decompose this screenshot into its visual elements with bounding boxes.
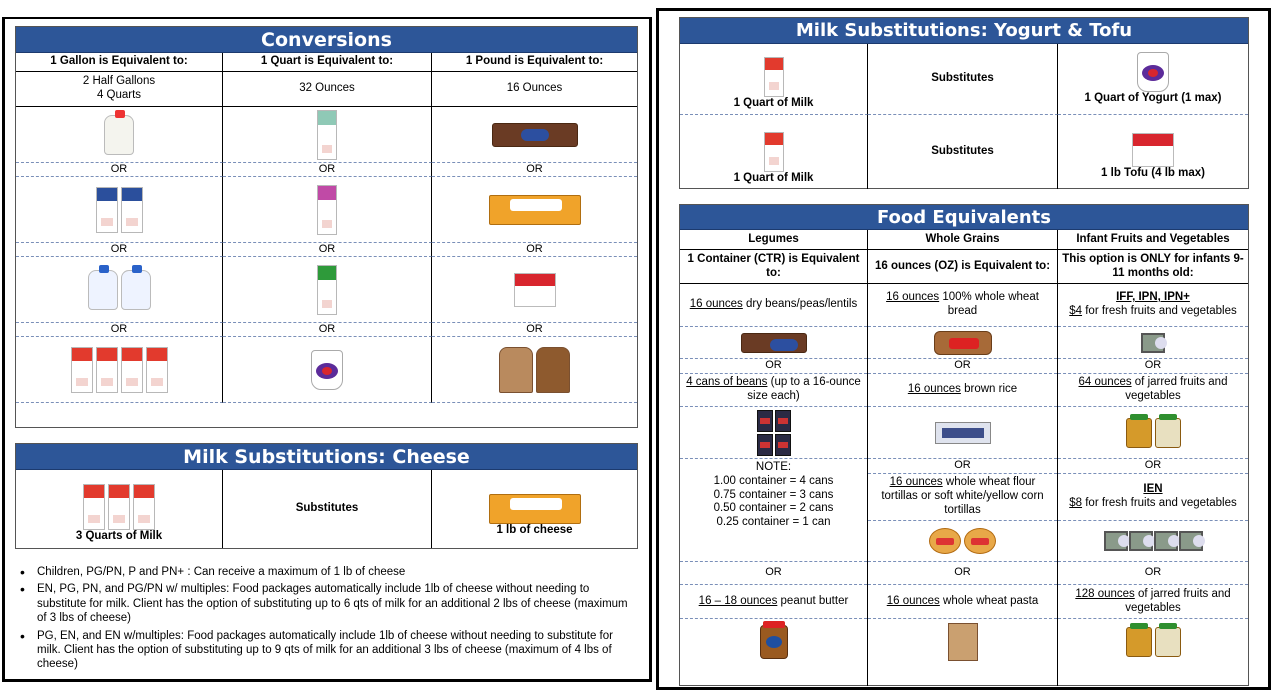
legumes-header: Legumes — [680, 230, 868, 250]
brown-rice-bag-icon — [935, 422, 991, 444]
infant-column — [1058, 284, 1248, 686]
substitutes-label: Substitutes — [868, 44, 1058, 115]
quart-cartons-icon — [83, 484, 155, 530]
or-label: OR — [16, 323, 223, 337]
note-item: • EN, PG, PN, and PG/PN w/ multiples: Food packages automatically include 1lb of cheese without needing to substitute for milk. Client has the option of substituting up to 6 qts of milk for an additional 2 lbs of cheese (maximum of 3 lbs of cheese) — [17, 582, 635, 625]
plastic-half-gallon-jugs-icon — [88, 270, 151, 310]
image-cell — [223, 257, 432, 323]
grains-subheader: 16 ounces (OZ) is Equivalent to: — [868, 250, 1058, 284]
legumes-column — [680, 284, 868, 686]
infant-item: IFF, IPN, IPN+ $4 for fresh fruits and vegetables — [1058, 284, 1248, 327]
image-cell — [868, 619, 1057, 665]
infant-item: IEN $8 for fresh fruits and vegetables — [1058, 474, 1248, 521]
baby-food-jars-icon — [1126, 418, 1181, 448]
image-cell — [1058, 327, 1248, 359]
legumes-note: NOTE: 1.00 container = 4 cans 0.75 container = 3 cans 0.50 container = 2 cans 0.25 container = 1 can — [680, 459, 867, 562]
yogurt-cup-icon — [1137, 52, 1169, 92]
legumes-item: 16 ounces dry beans/peas/lentils — [680, 284, 867, 327]
quart-milk-carton-icon — [317, 110, 337, 160]
image-cell — [432, 257, 637, 323]
quart-equivalent: 32 Ounces — [223, 72, 432, 107]
image-cell — [223, 337, 432, 403]
bread-loaves-icon — [499, 347, 570, 393]
or-label: OR — [223, 323, 432, 337]
left-panel — [2, 17, 652, 682]
three-quarts-milk: 3 Quarts of Milk — [16, 470, 223, 548]
grains-item: 16 ounces brown rice — [868, 374, 1057, 407]
or-label: OR — [1058, 459, 1248, 474]
baby-food-jars-icon — [1126, 627, 1181, 657]
tofu-cell: 1 lb Tofu (4 lb max) — [1058, 115, 1248, 189]
quart-milk-carton-icon — [764, 132, 784, 172]
image-cell — [1058, 619, 1248, 665]
image-cell — [680, 407, 867, 459]
or-label: OR — [680, 562, 867, 585]
cheese-block-icon — [489, 195, 581, 225]
image-cell — [432, 107, 637, 163]
cheese-substitution-table — [15, 443, 638, 549]
dry-beans-bag-icon — [741, 333, 807, 353]
legumes-item: 16 – 18 ounces peanut butter — [680, 585, 867, 619]
pound-equivalent: 16 Ounces — [432, 72, 637, 107]
or-label: OR — [1058, 359, 1248, 374]
food-equivalents-table — [679, 204, 1249, 686]
image-cell — [1058, 521, 1248, 562]
or-label: OR — [223, 163, 432, 177]
substitutes-label: Substitutes — [223, 470, 432, 548]
cheese-block-icon — [489, 494, 581, 524]
infant-item: 128 ounces of jarred fruits and vegetables — [1058, 585, 1248, 619]
note-item: • PG, EN, and EN w/multiples: Food packages automatically include 1lb of cheese without needing to substitute for milk. Client has the option of substituting up to 9 qts of milk for an additional 3 lbs of cheese (maximum of 4 lbs of cheese) — [17, 629, 635, 672]
yogurt-cup-icon — [311, 350, 343, 390]
or-label: OR — [432, 163, 637, 177]
conversions-title: Conversions — [16, 27, 637, 53]
legumes-subheader: 1 Container (CTR) is Equivalent to: — [680, 250, 868, 284]
grains-item: 16 ounces whole wheat flour tortillas or soft white/yellow corn tortillas — [868, 474, 1057, 521]
image-cell — [16, 177, 223, 243]
half-gallon-cartons-icon — [96, 187, 143, 233]
or-label: OR — [680, 359, 867, 374]
grains-column — [868, 284, 1058, 686]
whole-wheat-pasta-icon — [948, 623, 978, 661]
infant-subheader: This option is ONLY for infants 9-11 months old: — [1058, 250, 1248, 284]
yogurt-cell: 1 Quart of Yogurt (1 max) — [1058, 44, 1248, 115]
cash-bills-icon — [1104, 531, 1203, 551]
grains-item: 16 ounces 100% whole wheat bread — [868, 284, 1057, 327]
pound-header: 1 Pound is Equivalent to: — [432, 53, 637, 72]
image-cell — [223, 107, 432, 163]
cash-bills-icon — [1141, 333, 1165, 353]
yogurt-tofu-title: Milk Substitutions: Yogurt & Tofu — [680, 18, 1248, 44]
or-label: OR — [432, 323, 637, 337]
tortillas-icon — [929, 528, 996, 554]
cheese-title: Milk Substitutions: Cheese — [16, 444, 637, 470]
or-label: OR — [223, 243, 432, 257]
quart-cartons-icon — [71, 347, 168, 393]
tofu-package-icon — [1132, 133, 1174, 167]
milk-gallon-icon — [104, 115, 134, 155]
infant-item: 64 ounces of jarred fruits and vegetables — [1058, 374, 1248, 407]
grains-item: 16 ounces whole wheat pasta — [868, 585, 1057, 619]
tofu-package-icon — [514, 273, 556, 307]
image-cell — [868, 521, 1057, 562]
whole-wheat-bread-icon — [934, 331, 992, 355]
or-label: OR — [1058, 562, 1248, 585]
quart-header: 1 Quart is Equivalent to: — [223, 53, 432, 72]
infant-fruits-header: Infant Fruits and Vegetables — [1058, 230, 1248, 250]
or-label: OR — [868, 562, 1057, 585]
one-lb-cheese: 1 lb of cheese — [432, 470, 637, 548]
or-label: OR — [868, 459, 1057, 474]
image-cell — [680, 619, 867, 665]
gallon-header: 1 Gallon is Equivalent to: — [16, 53, 223, 72]
image-cell — [16, 337, 223, 403]
soy-milk-carton-icon — [317, 185, 337, 235]
quart-milk-carton-icon — [764, 57, 784, 97]
peanut-butter-jar-icon — [760, 625, 788, 659]
right-panel — [656, 8, 1271, 690]
image-cell — [1058, 407, 1248, 459]
or-label: OR — [16, 243, 223, 257]
conversions-table — [15, 26, 638, 428]
image-cell — [680, 327, 867, 359]
quart-milk-cell: 1 Quart of Milk — [680, 115, 868, 189]
cheese-notes-list — [17, 565, 635, 675]
food-equivalents-title: Food Equivalents — [680, 205, 1248, 230]
or-label: OR — [432, 243, 637, 257]
note-item: • Children, PG/PN, P and PN+ : Can receive a maximum of 1 lb of cheese — [17, 565, 635, 579]
whole-grains-header: Whole Grains — [868, 230, 1058, 250]
substitutes-label: Substitutes — [868, 115, 1058, 189]
image-cell — [868, 407, 1057, 459]
bean-cans-icon — [756, 410, 792, 456]
gallon-equivalent: 2 Half Gallons 4 Quarts — [16, 72, 223, 107]
green-milk-carton-icon — [317, 265, 337, 315]
image-cell — [432, 337, 637, 403]
image-cell — [16, 107, 223, 163]
dry-beans-bag-icon — [492, 123, 578, 147]
yogurt-tofu-table — [679, 17, 1249, 189]
image-cell — [16, 257, 223, 323]
image-cell — [868, 327, 1057, 359]
image-cell — [432, 177, 637, 243]
image-cell — [223, 177, 432, 243]
or-label: OR — [16, 163, 223, 177]
legumes-item: 4 cans of beans (up to a 16-ounce size each) — [680, 374, 867, 407]
quart-milk-cell: 1 Quart of Milk — [680, 44, 868, 115]
or-label: OR — [868, 359, 1057, 374]
